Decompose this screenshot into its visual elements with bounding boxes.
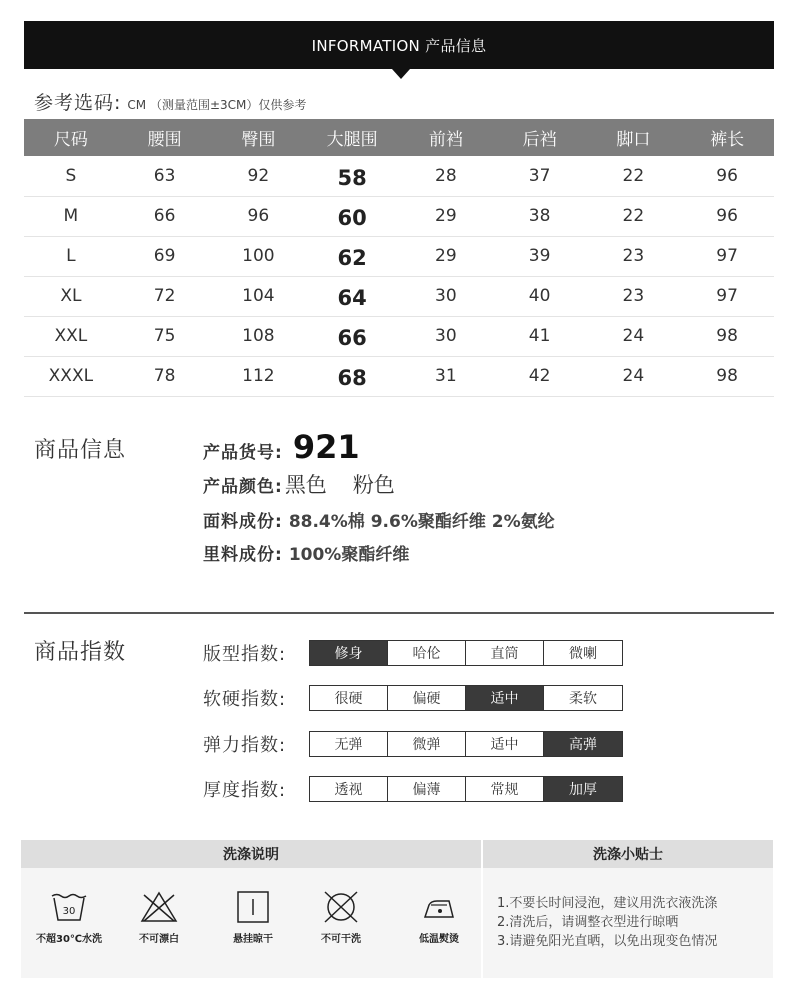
item-number-row [203, 428, 360, 466]
index-label: 软硬指数: [203, 689, 287, 710]
table-row [24, 316, 774, 356]
wash-tips-title: 洗涤小贴士 [483, 840, 773, 868]
item-number-value: 921 [292, 428, 360, 466]
index-label: 弹力指数: [203, 735, 287, 756]
index-option: 偏薄 [388, 777, 466, 801]
section-divider [24, 612, 774, 614]
table-cell: 41 [493, 316, 587, 356]
table-cell: 98 [680, 316, 774, 356]
wash-temperature: 30 [62, 906, 76, 917]
index-option-selected: 加厚 [544, 777, 622, 801]
index-option: 哈伦 [388, 641, 466, 665]
wash-instructions-title: 洗涤说明 [21, 840, 481, 868]
index-label: 版型指数: [203, 644, 287, 665]
table-cell: 66 [118, 196, 212, 236]
lining-row [203, 540, 409, 565]
color-option: 黑色 [284, 473, 327, 497]
table-cell: 22 [587, 196, 681, 236]
washing-panel [21, 840, 773, 978]
table-cell: 62 [305, 236, 399, 276]
table-cell: 96 [212, 196, 306, 236]
size-reference-note: CM （测量范围±3CM）仅供参考 [127, 98, 307, 112]
low-iron-icon [419, 890, 459, 924]
index-scale [309, 685, 623, 711]
table-cell: 60 [305, 196, 399, 236]
table-cell: S [24, 156, 118, 196]
size-reference-title: 参考选码: [34, 92, 122, 114]
table-cell: 24 [587, 316, 681, 356]
table-cell: 22 [587, 156, 681, 196]
table-cell: 64 [305, 276, 399, 316]
size-table-header [24, 119, 774, 156]
table-cell: 72 [118, 276, 212, 316]
column-header: 臀围 [212, 119, 306, 156]
index-option: 微喇 [544, 641, 622, 665]
wash-item [27, 890, 111, 945]
table-cell: 112 [212, 356, 306, 396]
table-cell: 30 [399, 316, 493, 356]
column-header: 脚口 [587, 119, 681, 156]
wash-caption: 悬挂晾干 [233, 934, 273, 945]
table-cell: 97 [680, 276, 774, 316]
column-header: 裤长 [680, 119, 774, 156]
table-cell: 68 [305, 356, 399, 396]
no-dry-clean-icon [321, 890, 361, 924]
column-header: 大腿围 [305, 119, 399, 156]
color-row [203, 469, 421, 499]
table-cell: 38 [493, 196, 587, 236]
index-option-selected: 高弹 [544, 732, 622, 756]
index-option-selected: 适中 [466, 686, 544, 710]
column-header: 腰围 [118, 119, 212, 156]
table-cell: 104 [212, 276, 306, 316]
index-option-selected: 修身 [310, 641, 388, 665]
table-row [24, 276, 774, 316]
wash-tip: 2.清洗后，请调整衣型进行晾晒 [497, 915, 679, 930]
table-cell: 29 [399, 196, 493, 236]
table-cell: 69 [118, 236, 212, 276]
wash-item [117, 890, 201, 945]
table-cell: XXL [24, 316, 118, 356]
table-cell: 30 [399, 276, 493, 316]
product-index-heading: 商品指数 [34, 640, 127, 665]
table-cell: 92 [212, 156, 306, 196]
no-bleach-icon [139, 890, 179, 924]
table-cell: 108 [212, 316, 306, 356]
header-banner [24, 21, 774, 69]
table-cell: 63 [118, 156, 212, 196]
wash-30-icon [49, 890, 89, 924]
table-cell: 58 [305, 156, 399, 196]
table-cell: XXXL [24, 356, 118, 396]
table-cell: 96 [680, 196, 774, 236]
lining-label: 里料成份: [203, 545, 283, 565]
index-row [203, 685, 623, 711]
table-cell: 28 [399, 156, 493, 196]
table-row [24, 236, 774, 276]
wash-item [211, 890, 295, 945]
table-cell: 98 [680, 356, 774, 396]
index-row [203, 776, 623, 802]
table-cell: 66 [305, 316, 399, 356]
table-cell: XL [24, 276, 118, 316]
index-option: 适中 [466, 732, 544, 756]
index-option: 偏硬 [388, 686, 466, 710]
size-reference-title-line [34, 88, 306, 115]
color-label: 产品颜色: [203, 477, 283, 497]
table-cell: 23 [587, 236, 681, 276]
table-cell: 96 [680, 156, 774, 196]
index-option: 透视 [310, 777, 388, 801]
wash-tips-list [497, 894, 717, 951]
wash-caption: 不可干洗 [321, 934, 361, 945]
wash-item [299, 890, 383, 945]
column-header: 后裆 [493, 119, 587, 156]
table-cell: 75 [118, 316, 212, 356]
wash-caption: 不超30℃水洗 [35, 934, 103, 945]
table-cell: M [24, 196, 118, 236]
table-row [24, 356, 774, 396]
wash-tip: 1.不要长时间浸泡，建议用洗衣液洗涤 [497, 896, 718, 911]
table-cell: L [24, 236, 118, 276]
fabric-value: 88.4%棉 9.6%聚酯纤维 2%氨纶 [288, 512, 555, 532]
lining-value: 100%聚酯纤维 [288, 545, 410, 565]
fabric-label: 面料成份: [203, 512, 283, 532]
table-cell: 78 [118, 356, 212, 396]
wash-caption: 不可漂白 [139, 934, 179, 945]
table-cell: 42 [493, 356, 587, 396]
table-cell: 37 [493, 156, 587, 196]
table-row [24, 196, 774, 236]
wash-panel-divider [481, 840, 483, 978]
table-cell: 100 [212, 236, 306, 276]
color-option: 粉色 [352, 473, 395, 497]
product-info-heading: 商品信息 [34, 438, 127, 463]
index-option: 直筒 [466, 641, 544, 665]
index-row [203, 640, 623, 666]
table-cell: 39 [493, 236, 587, 276]
table-row [24, 156, 774, 196]
index-scale [309, 776, 623, 802]
index-label: 厚度指数: [203, 780, 287, 801]
index-row [203, 731, 623, 757]
index-scale [309, 640, 623, 666]
index-option: 无弹 [310, 732, 388, 756]
wash-tip: 3.请避免阳光直晒，以免出现变色情况 [497, 934, 718, 949]
color-values [285, 469, 421, 499]
table-cell: 31 [399, 356, 493, 396]
index-option: 微弹 [388, 732, 466, 756]
index-option: 很硬 [310, 686, 388, 710]
item-number-label: 产品货号: [203, 443, 283, 463]
column-header: 前裆 [399, 119, 493, 156]
table-cell: 97 [680, 236, 774, 276]
index-option: 常规 [466, 777, 544, 801]
table-cell: 40 [493, 276, 587, 316]
header-title: INFORMATION 产品信息 [311, 36, 487, 55]
hang-dry-icon [233, 890, 273, 924]
fabric-row [203, 507, 555, 532]
column-header: 尺码 [24, 119, 118, 156]
table-cell: 24 [587, 356, 681, 396]
index-scale [309, 731, 623, 757]
header-notch [392, 69, 410, 79]
size-table [24, 119, 774, 397]
index-option: 柔软 [544, 686, 622, 710]
wash-item [397, 890, 481, 945]
wash-caption: 低温熨烫 [419, 934, 459, 945]
table-cell: 23 [587, 276, 681, 316]
table-cell: 29 [399, 236, 493, 276]
